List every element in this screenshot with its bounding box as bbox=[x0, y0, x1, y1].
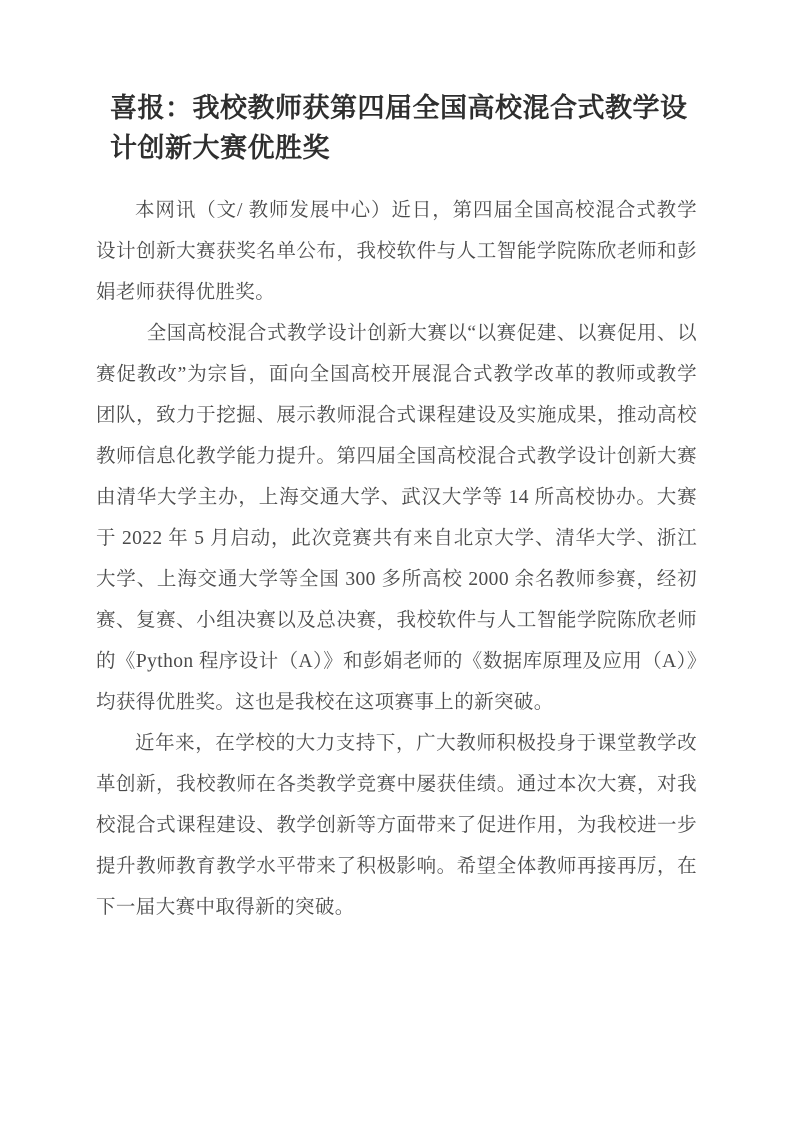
paragraph-2: 全国高校混合式教学设计创新大赛以“以赛促建、以赛促用、以赛促教改”为宗旨，面向全国高校开展混合式教学改革的教师或教学团队，致力于挖掘、展示教师混合式课程建设及实施成果，推动高校教师信息化教学能力提升。第四届全国高校混合式教学设计创新大赛由清华大学主办，上海交通大学、武汉大学等 14 所高校协办。大赛于 2022 年 5 月启动，此次竞赛共有来自北京大学、清华大学、浙江大学、上海交通大学等全国 300 多所高校 2000 余名教师参赛，经初赛、复赛、小组决赛以及总决赛，我校软件与人工智能学院陈欣老师的《Python 程序设计（A）》和彭娟老师的《数据库原理及应用（A）》均获得优胜奖。这也是我校在这项赛事上的新突破。 bbox=[96, 323, 697, 713]
article-body bbox=[96, 190, 697, 928]
page-title: 喜报：我校教师获第四届全国高校混合式教学设计创新大赛优胜奖 bbox=[110, 93, 688, 163]
paragraph-3: 近年来，在学校的大力支持下，广大教师积极投身于课堂教学改革创新，我校教师在各类教学竞赛中屡获佳绩。通过本次大赛，对我校混合式课程建设、教学创新等方面带来了促进作用，为我校进一步提升教师教育教学水平带来了积极影响。希望全体教师再接再厉，在下一届大赛中取得新的突破。 bbox=[96, 733, 697, 918]
paragraph-1: 本网讯（文/ 教师发展中心）近日，第四届全国高校混合式教学设计创新大赛获奖名单公布，我校软件与人工智能学院陈欣老师和彭娟老师获得优胜奖。 bbox=[96, 200, 697, 303]
